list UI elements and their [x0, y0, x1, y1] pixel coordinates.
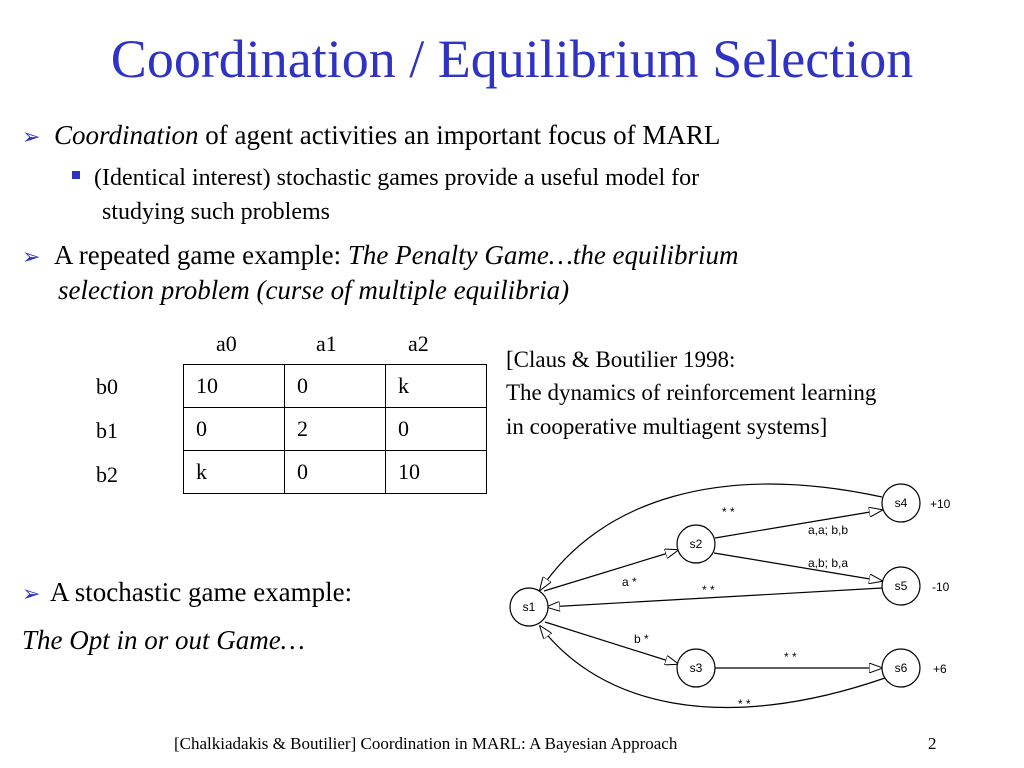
state-s2-label: s2 [689, 537, 703, 551]
sub-bullet-text-line2: studying such problems [102, 198, 330, 225]
table-cell: 10 [386, 451, 487, 494]
citation-line: [Claus & Boutilier 1998: [506, 347, 736, 372]
col-header-a1: a1 [316, 331, 337, 356]
bullet-italic-penalty: The Penalty Game…the equilibrium [347, 240, 739, 270]
edge-label-s1-s2: a * [622, 575, 637, 589]
table-cell: 2 [285, 408, 386, 451]
row-header-b0: b0 [96, 374, 118, 399]
edge-label-s5-s1: * * [702, 583, 715, 597]
bullet-italic-coordination: Coordination [54, 120, 199, 150]
citation-line: The dynamics of reinforcement learning [506, 380, 877, 406]
row-header-b2: b2 [96, 462, 118, 487]
edge-s2-s5 [714, 553, 882, 581]
state-s6-label: s6 [894, 661, 908, 675]
bullet-text: A stochastic game example: [50, 577, 353, 607]
opt-game-italic: The Opt in or out Game… [22, 625, 305, 655]
reward-s5: -10 [932, 580, 950, 594]
edge-label-s2-s4: a,a; b,b [808, 523, 849, 537]
table-cell: 0 [285, 451, 386, 494]
state-s4-label: s4 [894, 496, 908, 510]
table-cell: 10 [184, 365, 285, 408]
table-cell: k [184, 451, 285, 494]
page-number: 2 [928, 734, 937, 753]
col-header-a2: a2 [408, 331, 429, 356]
slide-title: Coordination / Equilibrium Selection [110, 29, 914, 89]
arrow-bullet-icon: ➢ [22, 244, 41, 269]
citation-line: in cooperative multiagent systems] [506, 413, 828, 439]
edge-label-s3-s6: * * [784, 650, 797, 664]
state-s1-label: s1 [522, 600, 536, 614]
bullet-text: of agent activities an important focus of MARL [198, 120, 721, 150]
reward-s4: +10 [930, 497, 951, 511]
bullet-text: A repeated game example: [54, 240, 348, 270]
edge-label-s2-s5: a,b; b,a [808, 556, 849, 570]
arrow-bullet-icon: ➢ [22, 581, 41, 606]
sub-bullet-text-line1: (Identical interest) stochastic games provide a useful model for [94, 165, 700, 191]
state-s5-label: s5 [894, 579, 908, 593]
edge-label-s1-s3: b * [634, 632, 649, 646]
edge-label-s4-s1: * * [722, 505, 735, 519]
edge-s1-s2 [544, 550, 678, 591]
arrow-bullet-icon: ➢ [22, 124, 41, 149]
row-header-b1: b1 [96, 418, 118, 443]
table-cell: 0 [285, 365, 386, 408]
table-cell: 0 [184, 408, 285, 451]
table-cell: k [386, 365, 487, 408]
edge-label-s6-s1: * * [738, 697, 751, 711]
reward-s6: +6 [933, 662, 947, 676]
bullet-italic-selection: selection problem (curse of multiple equilibria) [58, 275, 570, 306]
table-cell: 0 [386, 408, 487, 451]
state-s3-label: s3 [689, 661, 703, 675]
col-header-a0: a0 [216, 331, 237, 356]
edge-s1-s3 [545, 622, 678, 664]
footer-citation: [Chalkiadakis & Boutilier] Coordination in MARL: A Bayesian Approach [174, 734, 678, 753]
edge-s2-s4 [715, 510, 882, 538]
